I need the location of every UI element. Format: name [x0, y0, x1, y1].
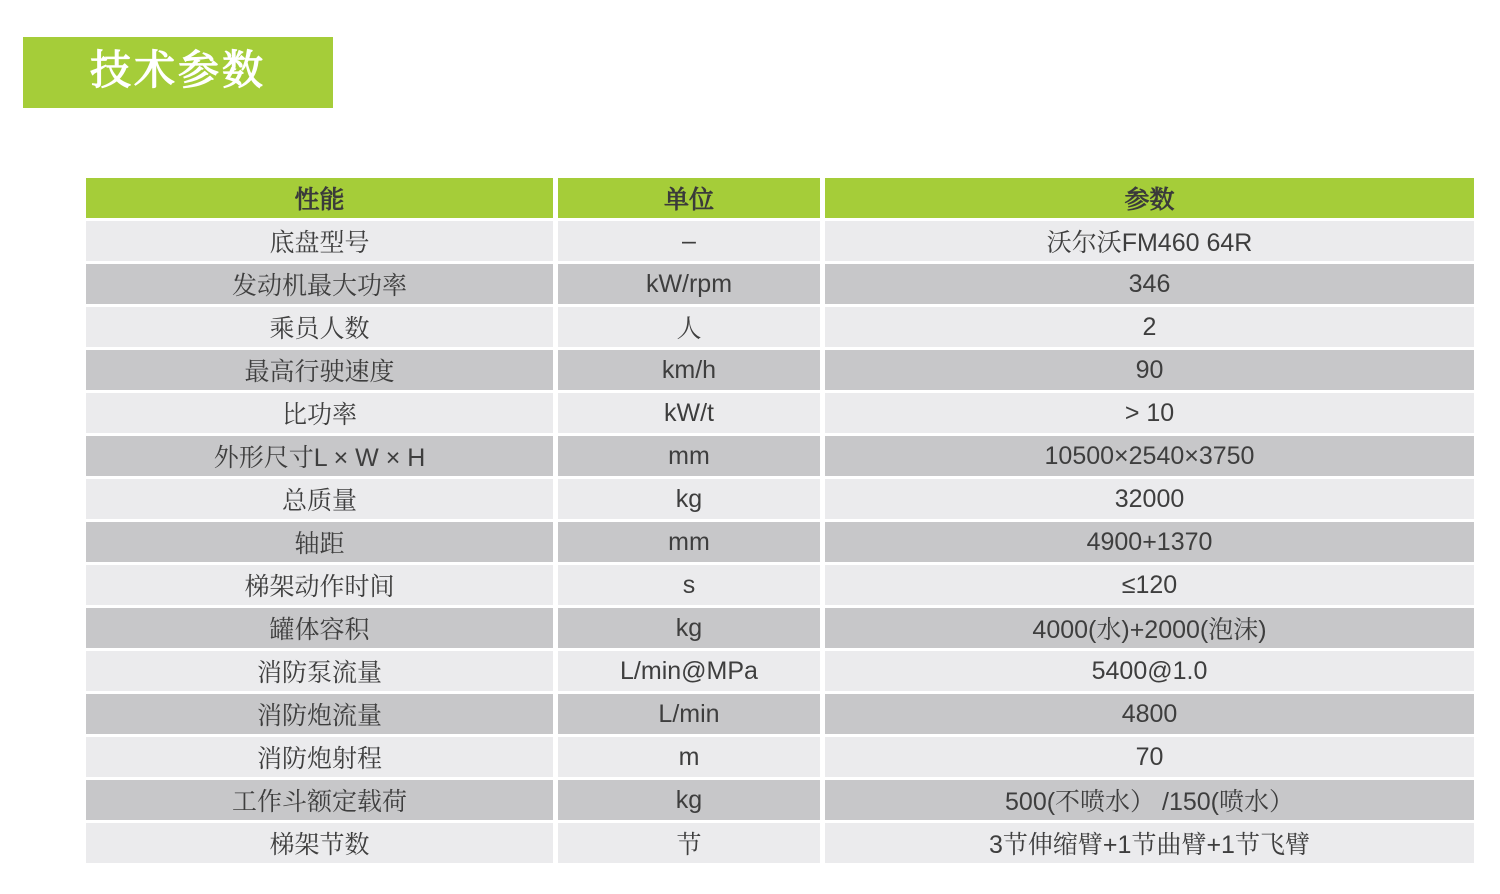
spec-unit-cell: km/h: [558, 350, 825, 393]
spec-unit-cell: mm: [558, 436, 825, 479]
spec-value-cell: ≤120: [825, 565, 1474, 608]
spec-name-cell: 工作斗额定载荷: [86, 780, 558, 823]
table-row: [86, 221, 1474, 264]
spec-name-cell: 比功率: [86, 393, 558, 436]
spec-unit-cell: kg: [558, 608, 825, 651]
spec-value-cell: 346: [825, 264, 1474, 307]
column-header-unit: 单位: [558, 178, 825, 221]
spec-unit-cell: kg: [558, 479, 825, 522]
table-row: [86, 651, 1474, 694]
spec-value-cell: 70: [825, 737, 1474, 780]
spec-name-cell: 梯架节数: [86, 823, 558, 866]
spec-unit-cell: 节: [558, 823, 825, 866]
spec-name-cell: 轴距: [86, 522, 558, 565]
spec-value-cell: 3节伸缩臂+1节曲臂+1节飞臂: [825, 823, 1474, 866]
column-header-performance: 性能: [86, 178, 558, 221]
spec-name-cell: 底盘型号: [86, 221, 558, 264]
table-row: [86, 479, 1474, 522]
spec-name-cell: 罐体容积: [86, 608, 558, 651]
spec-unit-cell: kg: [558, 780, 825, 823]
spec-name-cell: 总质量: [86, 479, 558, 522]
spec-value-cell: 500(不喷水） /150(喷水）: [825, 780, 1474, 823]
spec-name-cell: 乘员人数: [86, 307, 558, 350]
spec-unit-cell: L/min: [558, 694, 825, 737]
spec-name-cell: 消防炮射程: [86, 737, 558, 780]
table-row: [86, 522, 1474, 565]
table-row: [86, 264, 1474, 307]
column-header-parameter: 参数: [825, 178, 1474, 221]
table-row: [86, 393, 1474, 436]
spec-unit-cell: 人: [558, 307, 825, 350]
table-row: [86, 307, 1474, 350]
spec-name-cell: 梯架动作时间: [86, 565, 558, 608]
table-row: [86, 694, 1474, 737]
spec-unit-cell: mm: [558, 522, 825, 565]
spec-unit-cell: s: [558, 565, 825, 608]
spec-unit-cell: kW/t: [558, 393, 825, 436]
spec-value-cell: 4800: [825, 694, 1474, 737]
spec-table: [86, 178, 1474, 866]
table-row: [86, 823, 1474, 866]
spec-table-body: [86, 221, 1474, 866]
spec-value-cell: 4900+1370: [825, 522, 1474, 565]
spec-name-cell: 外形尺寸L × W × H: [86, 436, 558, 479]
spec-unit-cell: m: [558, 737, 825, 780]
spec-value-cell: > 10: [825, 393, 1474, 436]
spec-value-cell: 32000: [825, 479, 1474, 522]
spec-value-cell: 2: [825, 307, 1474, 350]
section-title-banner: [23, 37, 333, 108]
section-title: 技术参数: [90, 47, 266, 93]
spec-value-cell: 4000(水)+2000(泡沫): [825, 608, 1474, 651]
spec-value-cell: 90: [825, 350, 1474, 393]
table-header-row: [86, 178, 1474, 221]
spec-unit-cell: kW/rpm: [558, 264, 825, 307]
table-row: [86, 565, 1474, 608]
table-row: [86, 737, 1474, 780]
table-row: [86, 608, 1474, 651]
spec-name-cell: 发动机最大功率: [86, 264, 558, 307]
spec-value-cell: 沃尔沃FM460 64R: [825, 221, 1474, 264]
spec-name-cell: 最高行驶速度: [86, 350, 558, 393]
table-row: [86, 350, 1474, 393]
spec-name-cell: 消防泵流量: [86, 651, 558, 694]
spec-value-cell: 10500×2540×3750: [825, 436, 1474, 479]
spec-unit-cell: –: [558, 221, 825, 264]
spec-unit-cell: L/min@MPa: [558, 651, 825, 694]
spec-name-cell: 消防炮流量: [86, 694, 558, 737]
spec-value-cell: 5400@1.0: [825, 651, 1474, 694]
table-row: [86, 436, 1474, 479]
table-row: [86, 780, 1474, 823]
